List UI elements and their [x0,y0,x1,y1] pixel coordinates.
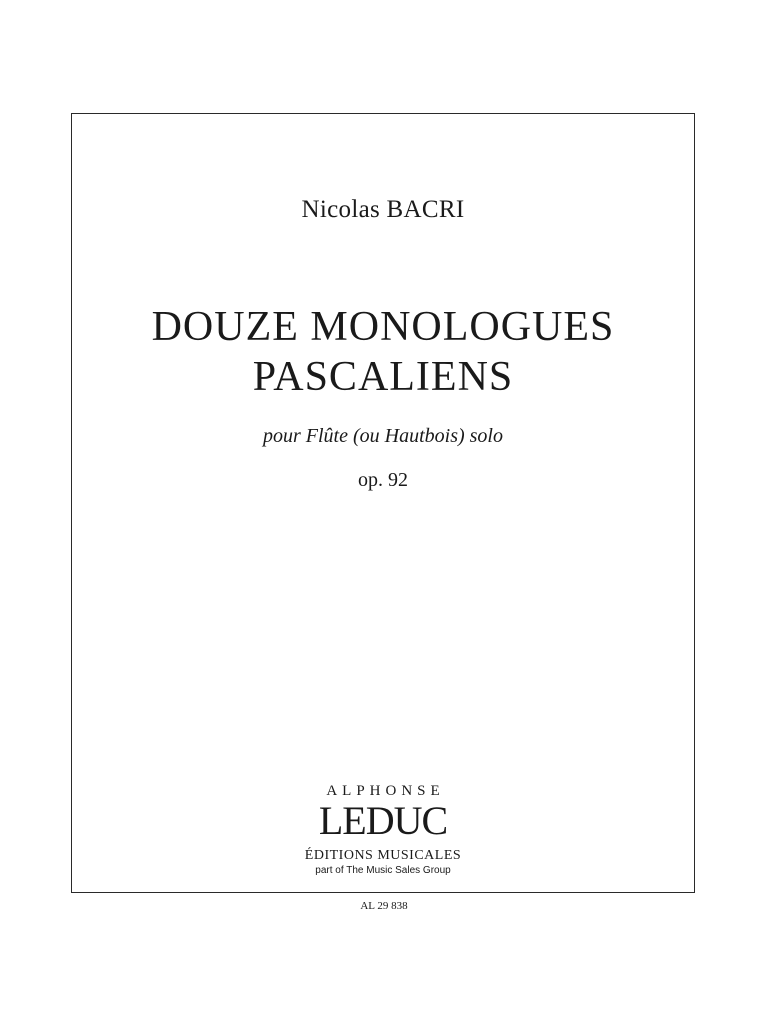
composer-name: Nicolas BACRI [301,196,465,223]
publisher-editions: ÉDITIONS MUSICALES [304,848,462,863]
publisher-block [72,782,694,877]
work-title-line-2: PASCALIENS [252,354,514,400]
publisher-name: LEDUC [318,798,448,843]
work-title-line-1: DOUZE MONOLOGUES [151,304,615,350]
publisher-first-name: ALPHONSE [326,783,445,799]
opus-number: op. 92 [358,469,408,491]
catalog-number: AL 29 838 [360,900,408,912]
publisher-group: part of The Music Sales Group [315,865,451,876]
instrumentation: pour Flûte (ou Hautbois) solo [263,425,503,447]
work-title [72,302,694,402]
cover-frame [71,113,695,893]
